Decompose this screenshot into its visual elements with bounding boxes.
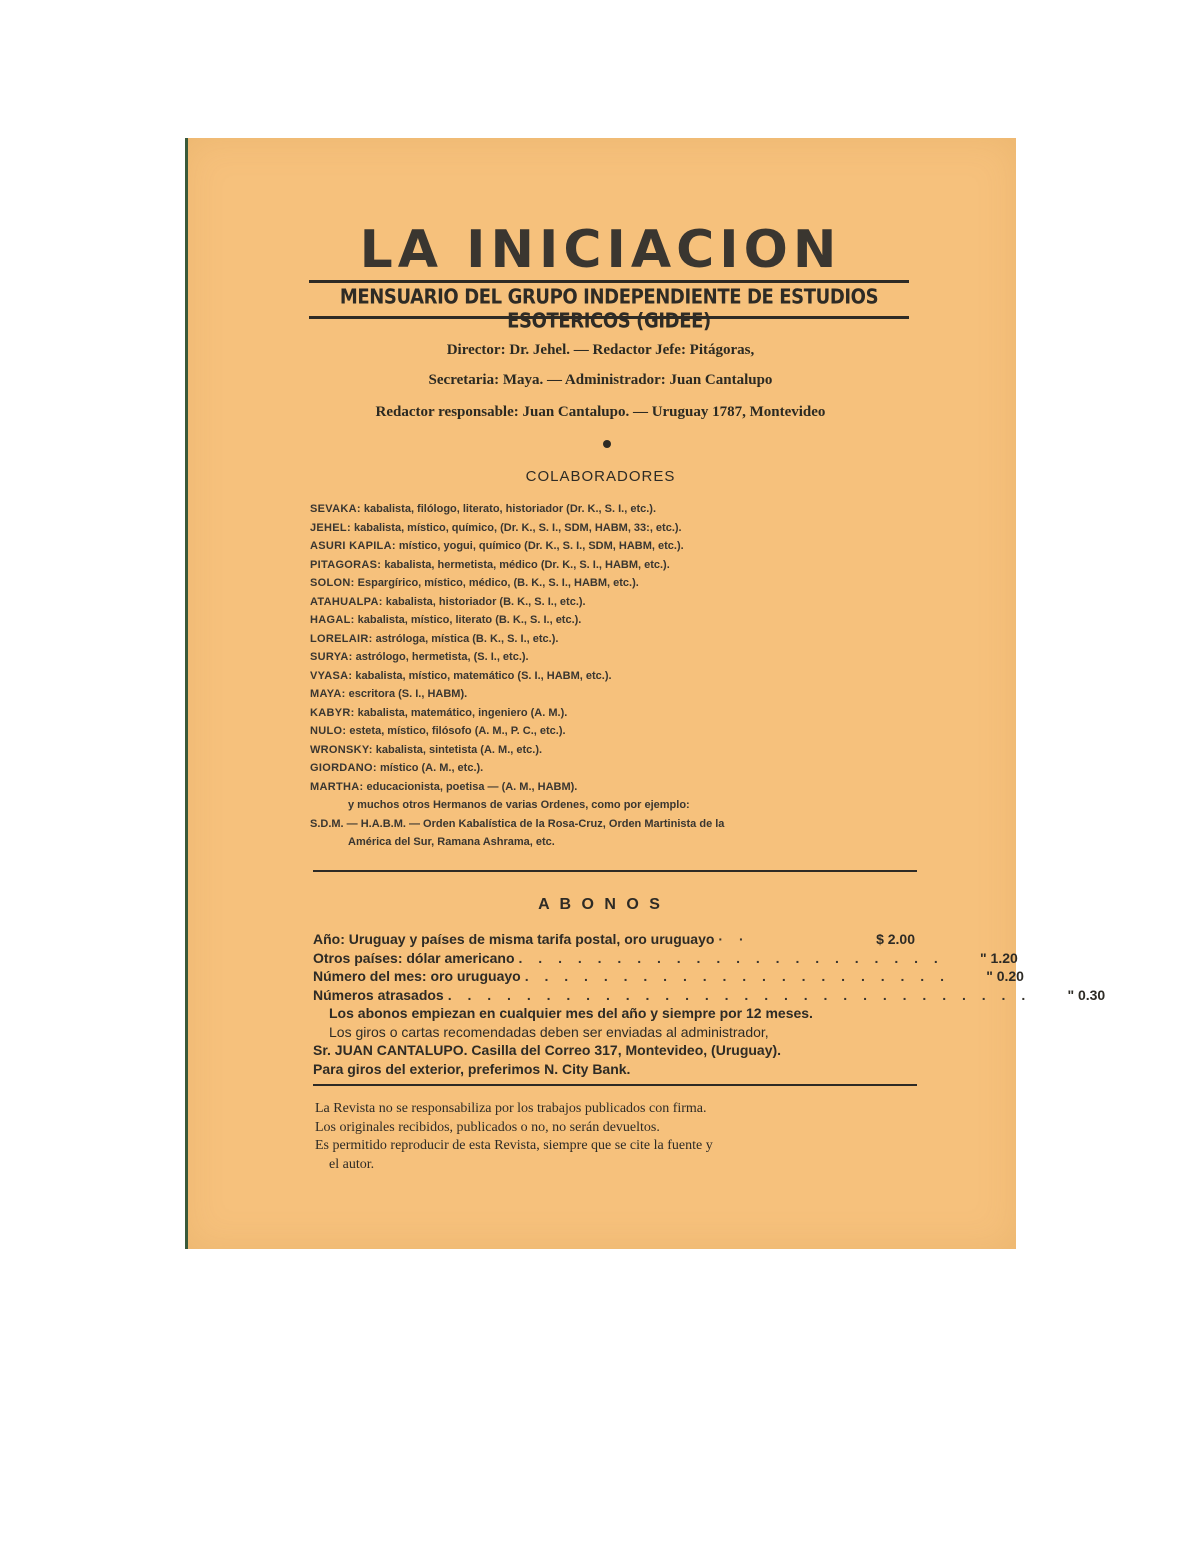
list-item: JEHEL: kabalista, místico, químico, (Dr. K., S. I., SDM, HABM, 33:, etc.). <box>310 521 682 534</box>
footer-line-4: el autor. <box>329 1156 375 1172</box>
price-row: Año: Uruguay y países de misma tarifa postal, oro uruguayo · · $ 2.00 <box>313 931 915 947</box>
orders-line-1: S.D.M. — H.A.B.M. — Orden Kabalística de la Rosa-Cruz, Orden Martinista de la <box>310 817 725 830</box>
masthead-bottom-rule <box>309 316 909 319</box>
abonos-note-1: Los abonos empiezan en cualquier mes del año y siempre por 12 meses. <box>329 1005 813 1021</box>
list-item: SURYA: astrólogo, hermetista, (S. I., etc.). <box>310 651 529 663</box>
magazine-page <box>185 138 1106 1249</box>
masthead-top-rule <box>309 280 909 283</box>
abonos-list <box>313 930 1106 1078</box>
masthead-subtitle: MENSUARIO DEL GRUPO INDEPENDIENTE DE ESTUDIOS ESOTERICOS (GIDEE) <box>339 284 879 334</box>
staff-line-3: Redactor responsable: Juan Cantalupo. — Uruguay 1787, Montevideo <box>375 404 826 420</box>
list-item: MAYA: escritora (S. I., HABM). <box>310 688 468 700</box>
separator-dot <box>603 440 611 448</box>
others-note: y muchos otros Hermanos de varias Ordenes, como por ejemplo: <box>348 799 690 811</box>
list-item: PITAGORAS: kabalista, hermetista, médico (Dr. K., S. I., HABM, etc.). <box>310 558 670 571</box>
list-item: ATAHUALPA: kabalista, historiador (B. K., S. I., etc.). <box>310 595 586 608</box>
price-row: Número del mes: oro uruguayo . . . . . . . . . . . . . . . . . . . . . . " 0.20 <box>313 968 1024 984</box>
list-item: VYASA: kabalista, místico, matemático (S. I., HABM, etc.). <box>310 669 612 682</box>
abonos-heading: A B O N O S <box>538 896 663 913</box>
footer-line-3: Es permitido reproducir de esta Revista, siempre que se cite la fuente y <box>315 1138 713 1153</box>
list-item: NULO: esteta, místico, filósofo (A. M., P. C., etc.). <box>310 725 566 737</box>
footer-line-2: Los originales recibidos, publicados o no, no serán devueltos. <box>315 1119 660 1135</box>
list-item: LORELAIR: astróloga, mística (B. K., S. I., etc.). <box>310 632 559 645</box>
footer-divider <box>313 1084 917 1086</box>
list-item: SOLON: Espargírico, místico, médico, (B. K., S. I., HABM, etc.). <box>310 577 639 589</box>
price-row: Otros países: dólar americano . . . . . . . . . . . . . . . . . . . . . . " 1.20 <box>313 949 1018 966</box>
list-item: KABYR: kabalista, matemático, ingeniero (A. M.). <box>310 706 568 719</box>
list-item: GIORDANO: místico (A. M., etc.). <box>310 762 484 774</box>
list-item: ASURI KAPILA: místico, yogui, químico (Dr. K., S. I., SDM, HABM, etc.). <box>310 540 684 552</box>
price-row: Números atrasados . . . . . . . . . . . . . . . . . . . . . . . . . . . . . . " 0.30 <box>313 986 1106 1003</box>
list-item: SEVAKA: kabalista, filólogo, literato, historiador (Dr. K., S. I., etc.). <box>310 503 657 515</box>
colaboradores-list <box>310 500 920 852</box>
list-item: HAGAL: kabalista, místico, literato (B. K., S. I., etc.). <box>310 614 582 626</box>
staff-line-2: Secretaria: Maya. — Administrador: Juan Cantalupo <box>428 372 773 388</box>
orders-line-2: América del Sur, Ramana Ashrama, etc. <box>348 836 555 848</box>
abonos-note-3: Sr. JUAN CANTALUPO. Casilla del Correo 317, Montevideo, (Uruguay). <box>313 1042 782 1058</box>
section-divider <box>313 870 917 872</box>
staff-line-1: Director: Dr. Jehel. — Redactor Jefe: Pitágoras, <box>446 342 755 358</box>
masthead-title: LA INICIACION <box>359 220 842 280</box>
abonos-note-4: Para giros del exterior, preferimos N. City Bank. <box>313 1060 631 1077</box>
abonos-note-2: Los giros o cartas recomendadas deben ser enviadas al administrador, <box>329 1023 769 1040</box>
list-item: WRONSKY: kabalista, sintetista (A. M., etc.). <box>310 743 543 756</box>
footer-line-1: La Revista no se responsabiliza por los trabajos publicados con firma. <box>315 1101 707 1116</box>
colaboradores-heading: COLABORADORES <box>525 468 676 485</box>
footer-notice <box>315 1100 915 1174</box>
list-item: MARTHA: educacionista, poetisa — (A. M., HABM). <box>310 780 578 793</box>
